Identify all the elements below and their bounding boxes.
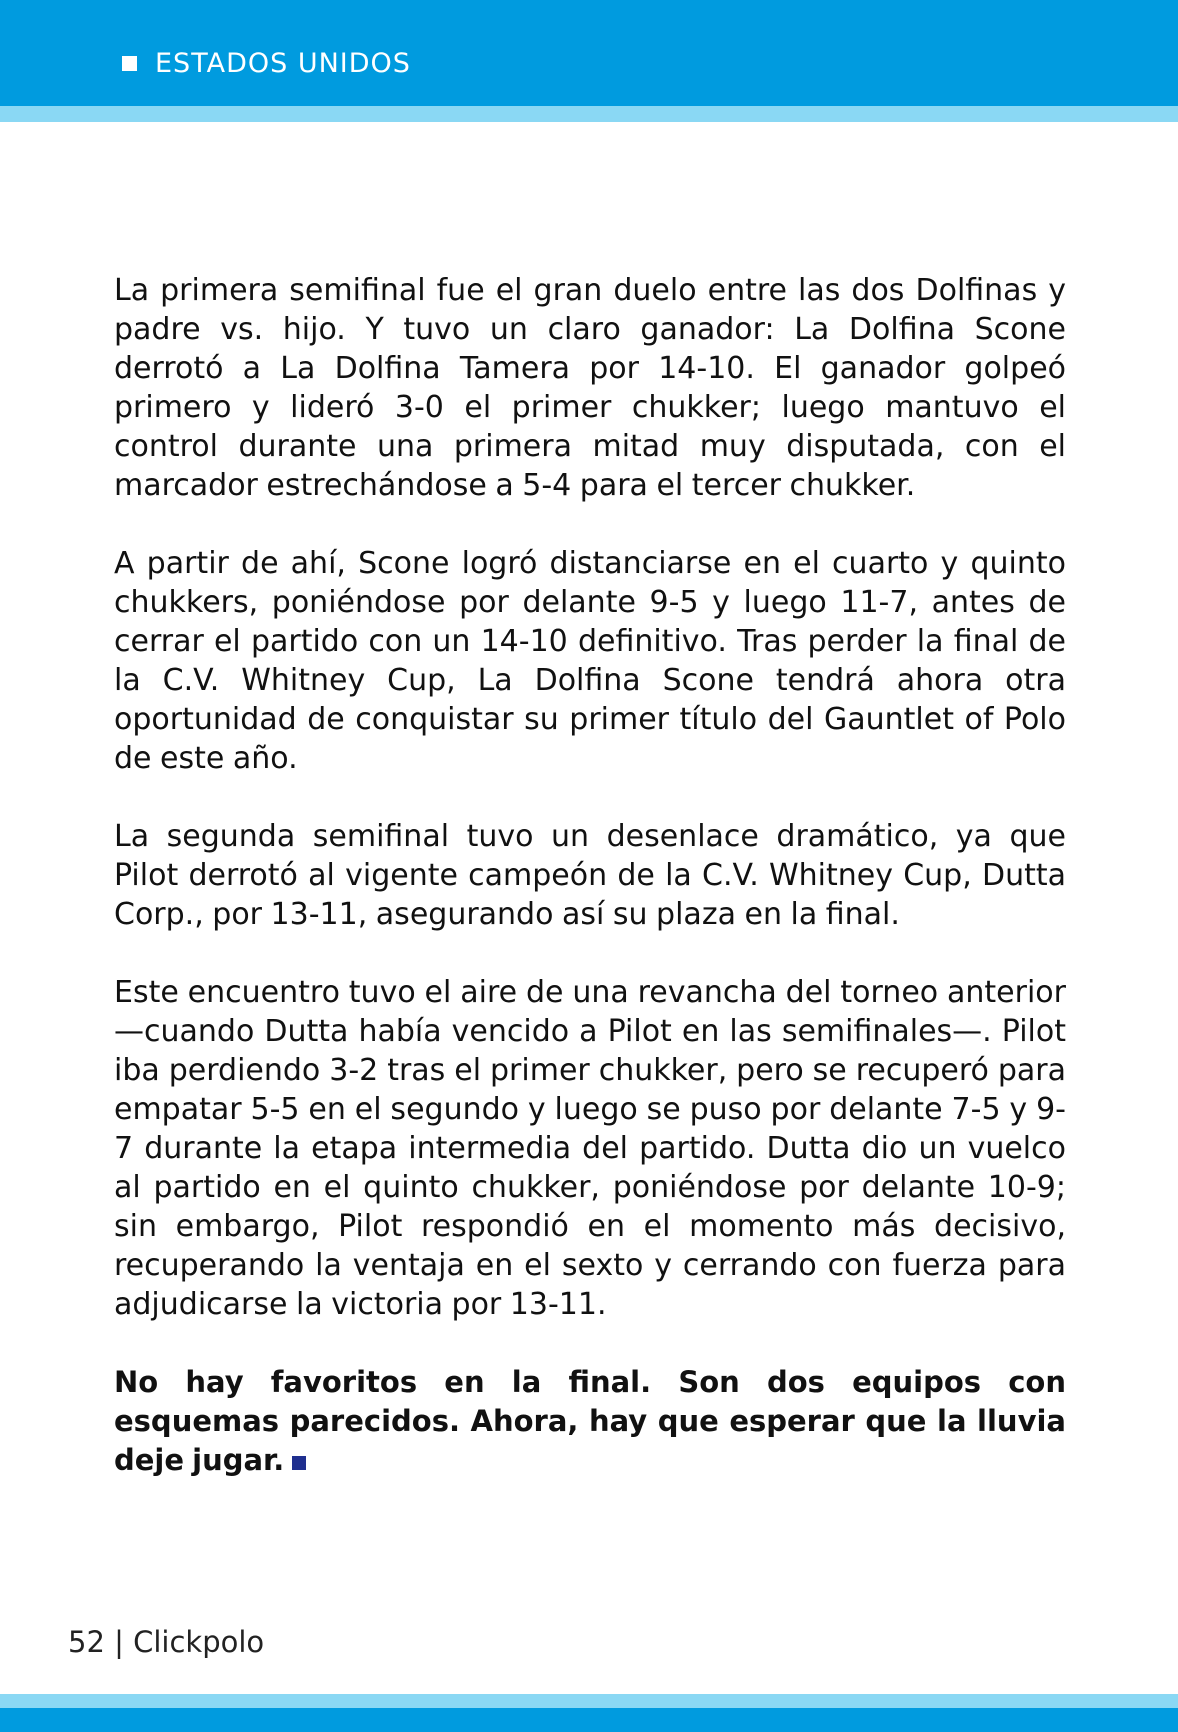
closing-paragraph: [114, 1363, 1066, 1480]
square-bullet-icon: [122, 56, 137, 71]
paragraph-4: Este encuentro tuvo el aire de una revancha del torneo anterior —cuando Dutta había vencido a Pilot en las semifinales—. Pilot iba perdiendo 3-2 tras el primer chukker, pero se recuperó para empatar 5-5 en el segundo y luego se puso por delante 7-5 y 9-7 durante la etapa intermedia del partido. Dutta dio un vuelco al partido en el quinto chukker, poniéndose por delante 10-9; sin embargo, Pilot respondió en el momento más decisivo, recuperando la ventaja en el sexto y cerrando con fuerza para adjudicarse la victoria por 13-11.: [114, 975, 1066, 1322]
closing-text: No hay favoritos en la final. Son dos equipos con esquemas parecidos. Ahora, hay que esperar que la lluvia deje jugar.: [114, 1365, 1066, 1477]
article-body: [114, 271, 1066, 1519]
section-title: ESTADOS UNIDOS: [155, 48, 411, 79]
paragraph-3: La segunda semifinal tuvo un desenlace dramático, ya que Pilot derrotó al vigente campeón de la C.V. Whitney Cup, Dutta Corp., por 13-11, asegurando así su plaza en la final.: [114, 819, 1066, 932]
header-stripe: [0, 106, 1178, 122]
paragraph-2: A partir de ahí, Scone logró distanciarse en el cuarto y quinto chukkers, poniéndose por delante 9-5 y luego 11-7, antes de cerrar el partido con un 14-10 definitivo. Tras perder la final de la C.V. Whitney Cup, La Dolfina Scone tendrá ahora otra oportunidad de conquistar su primer título del Gauntlet of Polo de este año.: [114, 546, 1066, 776]
footer-stripe: [0, 1694, 1178, 1708]
end-of-article-square-icon: [292, 1456, 306, 1470]
footer-band: [0, 1708, 1178, 1732]
paragraph-1: La primera semifinal fue el gran duelo entre las dos Dolfinas y padre vs. hijo. Y tuvo un claro ganador: La Dolfina Scone derrotó a La Dolfina Tamera por 14-10. El ganador golpeó primero y lideró 3-0 el primer chukker; luego mantuvo el control durante una primera mitad muy disputada, con el marcador estrechándose a 5-4 para el tercer chukker.: [114, 273, 1066, 503]
section-header: [122, 50, 411, 77]
page-folio: 52 | Clickpolo: [68, 1625, 265, 1659]
